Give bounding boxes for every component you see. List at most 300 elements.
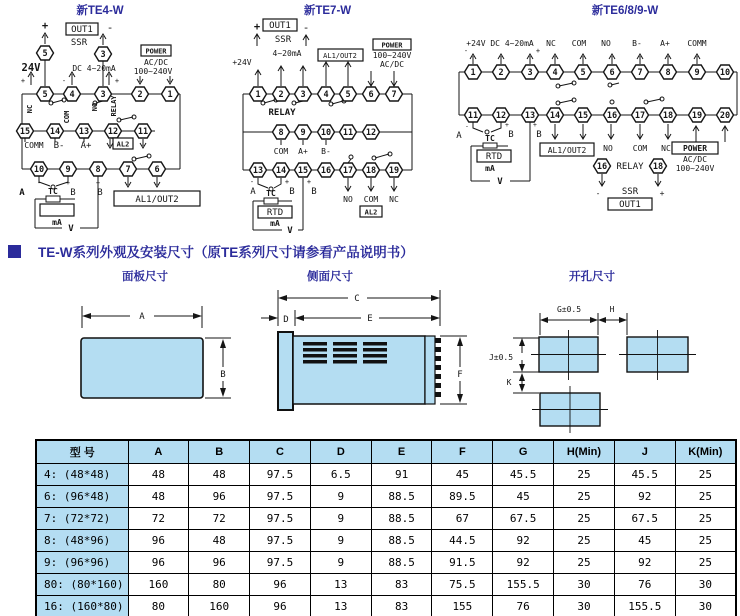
com-label: COM	[363, 195, 379, 204]
a-plus-label: A+	[660, 39, 670, 48]
dim-cell: 97.5	[250, 508, 311, 530]
svg-text:5: 5	[42, 90, 48, 100]
column-header: G	[493, 440, 554, 464]
svg-text:9: 9	[65, 165, 71, 175]
ssr-label: SSR	[70, 38, 88, 48]
plus-sign: +	[535, 47, 541, 55]
terminal	[318, 125, 335, 139]
svg-text:19: 19	[691, 111, 703, 121]
rtd-box	[40, 204, 74, 216]
terminal	[717, 108, 734, 122]
svg-text:7: 7	[391, 90, 397, 100]
dim-cell: 76	[493, 596, 554, 616]
svg-text:2: 2	[278, 90, 284, 100]
svg-text:6: 6	[368, 90, 374, 100]
svg-text:8: 8	[665, 68, 671, 78]
r420-label: 4~20mA	[272, 49, 302, 58]
a-lead-label: A	[456, 131, 462, 141]
terminal	[522, 65, 539, 79]
terminal	[273, 125, 290, 139]
ma-label: mA	[270, 219, 280, 228]
terminal	[386, 163, 403, 177]
plus-sign: +	[306, 178, 312, 186]
wiring-diagram-te689	[450, 16, 740, 238]
dim-cell: 155.5	[614, 596, 675, 616]
terminal	[31, 162, 48, 176]
voltage-range-label: 100~240V	[133, 67, 173, 76]
b-lead-label: B	[536, 130, 542, 140]
table-row	[36, 508, 736, 530]
dim-b-label: B	[220, 370, 226, 380]
terminal	[465, 108, 482, 122]
svg-text:15: 15	[297, 166, 309, 176]
dim-cell: 80	[128, 596, 189, 616]
terminal	[363, 87, 380, 101]
svg-text:10: 10	[320, 128, 332, 138]
dim-cell: 48	[189, 464, 250, 486]
svg-text:7: 7	[125, 165, 131, 175]
svg-text:18: 18	[365, 166, 377, 176]
column-header: H(Min)	[554, 440, 615, 464]
terminal	[660, 65, 677, 79]
relay-label: RELAY	[268, 108, 296, 118]
terminal	[340, 163, 357, 177]
terminal	[604, 108, 621, 122]
column-header: D	[310, 440, 371, 464]
v-label: V	[497, 177, 503, 187]
dim-cell: 30	[675, 574, 736, 596]
terminal	[363, 163, 380, 177]
al1out2-label: AL1/OUT2	[135, 195, 179, 205]
svg-text:13: 13	[78, 127, 90, 137]
terminal	[95, 47, 112, 61]
terminal	[64, 87, 81, 101]
model-cell: 4: (48*48)	[36, 464, 128, 486]
table-row	[36, 530, 736, 552]
dim-cell: 160	[128, 574, 189, 596]
terminal	[547, 65, 564, 79]
terminal	[295, 87, 312, 101]
terminal	[135, 124, 152, 138]
dim-cell: 92	[614, 552, 675, 574]
terminal	[465, 65, 482, 79]
dim-cell: 97.5	[250, 530, 311, 552]
dim-cell: 30	[554, 574, 615, 596]
rtd-label: RTD	[266, 208, 284, 218]
dim-cell: 48	[189, 530, 250, 552]
plus-sign: +	[65, 179, 71, 187]
plus-sign: +	[95, 179, 101, 187]
svg-text:7: 7	[637, 68, 643, 78]
panel-dims-title: 面板尺寸	[122, 271, 168, 283]
svg-text:10: 10	[719, 68, 731, 78]
dim-cell: 6.5	[310, 464, 371, 486]
terminal	[17, 124, 34, 138]
dim-cell: 83	[371, 596, 432, 616]
terminal	[575, 108, 592, 122]
dim-cell: 45	[493, 486, 554, 508]
model-cell: 9: (96*96)	[36, 552, 128, 574]
terminal	[76, 124, 93, 138]
column-header: C	[250, 440, 311, 464]
side-dims-title: 侧面尺寸	[307, 271, 353, 283]
svg-text:18: 18	[662, 111, 674, 121]
column-header: F	[432, 440, 493, 464]
terminal	[493, 108, 510, 122]
v-label: V	[68, 224, 74, 234]
terminal	[295, 125, 312, 139]
plus-sign: +	[114, 77, 120, 85]
dim-e-label: E	[367, 314, 373, 324]
rtd-label: RTD	[485, 152, 503, 162]
svg-text:16: 16	[596, 162, 608, 172]
minus-sign: -	[36, 179, 42, 187]
terminal	[37, 87, 54, 101]
table-row	[36, 552, 736, 574]
dim-k-label: K	[506, 378, 512, 387]
v-label: V	[287, 226, 293, 236]
svg-text:1: 1	[470, 68, 476, 78]
svg-text:11: 11	[467, 111, 479, 121]
com-label: COM	[273, 147, 289, 156]
al2-label: AL2	[364, 208, 378, 217]
ssr-label: SSR	[274, 35, 292, 45]
minus-sign: -	[249, 178, 255, 186]
svg-text:19: 19	[388, 166, 400, 176]
dim-cell: 48	[128, 486, 189, 508]
relay-label: RELAY	[110, 95, 118, 117]
terminal	[105, 124, 122, 138]
minus-sign: -	[61, 77, 67, 85]
terminal	[575, 65, 592, 79]
plus-sign: +	[659, 189, 665, 198]
relay-label: RELAY	[616, 162, 644, 172]
p24dc-label: +24V DC 4~20mA	[466, 39, 534, 48]
plus-sign: +	[20, 77, 26, 85]
dim-cell: 25	[675, 508, 736, 530]
section-heading-text: TE-W系列外观及安装尺寸（原TE系列尺寸请参看产品说明书）	[38, 245, 414, 260]
dim-g-label: G±0.5	[556, 305, 582, 314]
dim-cell: 88.5	[371, 508, 432, 530]
svg-text:13: 13	[524, 111, 536, 121]
dim-cell: 96	[250, 596, 311, 616]
svg-text:9: 9	[694, 68, 700, 78]
dim-cell: 92	[614, 486, 675, 508]
svg-text:5: 5	[345, 90, 351, 100]
dim-cell: 80	[189, 574, 250, 596]
acdc-label: AC/DC	[143, 58, 169, 67]
terminal	[717, 65, 734, 79]
plus-sign: +	[253, 21, 261, 33]
com-label: COM	[63, 110, 71, 124]
svg-text:5: 5	[42, 49, 48, 59]
dim-cell: 45.5	[493, 464, 554, 486]
svg-text:6: 6	[609, 68, 615, 78]
dim-cell: 25	[554, 464, 615, 486]
minus-sign: -	[463, 47, 469, 55]
dim-cell: 9	[310, 508, 371, 530]
dim-f-label: F	[457, 370, 463, 380]
column-header: J	[614, 440, 675, 464]
com-label: COM	[632, 144, 648, 153]
dim-cell: 67	[432, 508, 493, 530]
svg-text:3: 3	[300, 90, 306, 100]
terminal	[632, 108, 649, 122]
terminal	[120, 162, 137, 176]
dim-c-label: C	[354, 294, 360, 304]
dim-cell: 96	[128, 530, 189, 552]
cutout-dims-title: 开孔尺寸	[569, 271, 615, 283]
tc-label: TC	[266, 189, 276, 198]
dim-h-label: H	[609, 305, 615, 314]
out1-label: OUT1	[619, 200, 641, 210]
dim-cell: 45	[432, 464, 493, 486]
dim-cell: 75.5	[432, 574, 493, 596]
minus-sign: -	[465, 122, 469, 130]
plus-sign: +	[41, 20, 49, 32]
dim-cell: 67.5	[493, 508, 554, 530]
a-plus-label: A+	[80, 141, 92, 151]
section-heading	[8, 241, 414, 261]
no-label: NO	[601, 39, 611, 48]
comm-label: COMM	[24, 141, 44, 150]
nc-label: NC	[546, 39, 556, 48]
svg-text:4: 4	[323, 90, 329, 100]
terminal	[594, 159, 611, 173]
b-minus-label: B-	[632, 39, 642, 48]
nc-label: NC	[661, 144, 671, 153]
svg-text:18: 18	[652, 162, 664, 172]
dim-cell: 97.5	[250, 486, 311, 508]
svg-text:14: 14	[275, 166, 287, 176]
terminal	[386, 87, 403, 101]
terminal	[149, 162, 166, 176]
v24-label: 24V	[21, 62, 41, 74]
terminal	[660, 108, 677, 122]
terminal	[162, 87, 179, 101]
terminal	[60, 162, 77, 176]
a-lead-label: A	[19, 188, 25, 198]
dim-cell: 45	[614, 530, 675, 552]
dim-cell: 96	[189, 552, 250, 574]
terminal	[273, 163, 290, 177]
ssr-label: SSR	[621, 187, 639, 197]
b-lead-label: B	[508, 130, 514, 140]
svg-text:11: 11	[342, 128, 354, 138]
dim-cell: 97.5	[250, 552, 311, 574]
plus-sign: +	[284, 178, 290, 186]
dim-cell: 25	[675, 552, 736, 574]
terminal	[363, 125, 380, 139]
dim-cell: 88.5	[371, 486, 432, 508]
dim-cell: 9	[310, 552, 371, 574]
dim-cell: 89.5	[432, 486, 493, 508]
minus-sign: -	[106, 21, 114, 34]
diagram-title-te4: 新TE4-W	[76, 5, 124, 17]
svg-text:17: 17	[634, 111, 646, 121]
terminal	[90, 162, 107, 176]
wiring-diagram-te4	[15, 16, 225, 238]
p24v-label: +24V	[232, 58, 252, 67]
terminal	[295, 163, 312, 177]
terminal	[604, 65, 621, 79]
dim-cell: 96	[189, 486, 250, 508]
model-cell: 80: (80*160)	[36, 574, 128, 596]
no-label: NO	[91, 102, 99, 112]
column-header: A	[128, 440, 189, 464]
dim-cell: 96	[128, 552, 189, 574]
dim-cell: 72	[128, 508, 189, 530]
svg-text:6: 6	[154, 165, 160, 175]
svg-text:20: 20	[719, 111, 731, 121]
b-lead-label: B	[97, 188, 103, 198]
com-label: COM	[571, 39, 587, 48]
terminal	[650, 159, 667, 173]
dim-a-label: A	[139, 312, 145, 322]
dim-cell: 96	[250, 574, 311, 596]
bezel-rect	[278, 332, 293, 410]
dc420-label: DC 4~20mA	[72, 64, 116, 73]
dim-cell: 13	[310, 596, 371, 616]
svg-text:3: 3	[527, 68, 533, 78]
svg-text:12: 12	[107, 127, 119, 137]
terminal	[47, 124, 64, 138]
voltage-range-label: 100~240V	[675, 164, 715, 173]
out1-label: OUT1	[71, 25, 93, 35]
terminal	[689, 65, 706, 79]
model-cell: 8: (48*96)	[36, 530, 128, 552]
nc-label: NC	[389, 195, 399, 204]
svg-text:4: 4	[552, 68, 558, 78]
table-row	[36, 596, 736, 616]
terminal	[273, 87, 290, 101]
side-dims-figure	[255, 280, 475, 435]
dim-cell: 25	[554, 552, 615, 574]
minus-sign: -	[595, 189, 601, 198]
comm-label: COMM	[687, 39, 707, 48]
panel-front-rect	[81, 338, 203, 398]
minus-sign: -	[302, 21, 310, 34]
svg-text:8: 8	[95, 165, 101, 175]
model-cell: 7: (72*72)	[36, 508, 128, 530]
svg-text:16: 16	[320, 166, 332, 176]
dim-cell: 44.5	[432, 530, 493, 552]
terminal-teeth	[435, 338, 441, 397]
terminal	[547, 108, 564, 122]
dim-cell: 25	[554, 530, 615, 552]
dim-j-label: J±0.5	[488, 353, 514, 362]
dim-d-label: D	[283, 315, 289, 325]
svg-text:15: 15	[577, 111, 589, 121]
terminal	[250, 163, 267, 177]
terminal	[340, 125, 357, 139]
svg-text:3: 3	[100, 90, 106, 100]
dim-cell: 67.5	[614, 508, 675, 530]
terminal	[318, 163, 335, 177]
ma-label: mA	[52, 218, 62, 227]
nc-label: NC	[26, 104, 34, 114]
a-lead-label: A	[250, 187, 256, 197]
dim-cell: 92	[493, 530, 554, 552]
terminal	[318, 87, 335, 101]
dim-cell: 48	[128, 464, 189, 486]
dim-cell: 30	[554, 596, 615, 616]
terminal	[132, 87, 149, 101]
svg-text:11: 11	[137, 127, 149, 137]
square-bullet-icon	[8, 245, 21, 258]
terminal	[522, 108, 539, 122]
dim-cell: 91.5	[432, 552, 493, 574]
svg-text:16: 16	[606, 111, 618, 121]
svg-text:14: 14	[549, 111, 561, 121]
column-header: K(Min)	[675, 440, 736, 464]
dim-cell: 30	[675, 596, 736, 616]
terminal	[340, 87, 357, 101]
terminal	[250, 87, 267, 101]
ma-label: mA	[485, 164, 495, 173]
svg-text:3: 3	[100, 50, 106, 60]
table-row	[36, 464, 736, 486]
power-label: POWER	[682, 144, 708, 153]
panel-dims-figure	[25, 280, 255, 435]
b-lead-label: B	[289, 187, 295, 197]
dim-cell: 91	[371, 464, 432, 486]
column-header: B	[189, 440, 250, 464]
diagram-title-te7: 新TE7-W	[303, 5, 352, 17]
dim-cell: 25	[675, 464, 736, 486]
terminal	[632, 65, 649, 79]
b-minus-label: B-	[53, 141, 65, 151]
svg-text:12: 12	[495, 111, 507, 121]
table-row	[36, 486, 736, 508]
svg-text:4: 4	[69, 90, 75, 100]
power-label: POWER	[145, 47, 167, 56]
svg-text:10: 10	[33, 165, 45, 175]
model-cell: 16: (160*80)	[36, 596, 128, 616]
dim-cell: 25	[675, 530, 736, 552]
wiring-diagram-te7	[230, 16, 440, 238]
dimensions-table	[35, 439, 737, 616]
dim-cell: 155.5	[493, 574, 554, 596]
a-plus-label: A+	[298, 147, 308, 156]
voltage-range-label: 100~240V	[372, 51, 412, 60]
dim-cell: 25	[554, 508, 615, 530]
no-label: NO	[603, 144, 613, 153]
b-minus-label: B-	[321, 147, 331, 156]
dim-cell: 9	[310, 486, 371, 508]
model-cell: 6: (96*48)	[36, 486, 128, 508]
svg-text:17: 17	[342, 166, 354, 176]
dim-cell: 88.5	[371, 530, 432, 552]
out1-label: OUT1	[269, 21, 291, 31]
acdc-label: AC/DC	[682, 155, 708, 164]
power-label: POWER	[381, 41, 403, 50]
al1out2-label: AL1/OUT2	[323, 52, 357, 60]
dim-cell: 92	[493, 552, 554, 574]
svg-text:8: 8	[278, 128, 284, 138]
dim-cell: 13	[310, 574, 371, 596]
al1out2-label: AL1/OUT2	[547, 146, 587, 155]
dim-cell: 25	[554, 486, 615, 508]
dim-cell: 72	[189, 508, 250, 530]
al2-label: AL2	[116, 140, 130, 149]
plus-sign: +	[533, 121, 537, 129]
dim-cell: 160	[189, 596, 250, 616]
dim-cell: 25	[675, 486, 736, 508]
dim-cell: 155	[432, 596, 493, 616]
dim-cell: 45.5	[614, 464, 675, 486]
dim-cell: 9	[310, 530, 371, 552]
